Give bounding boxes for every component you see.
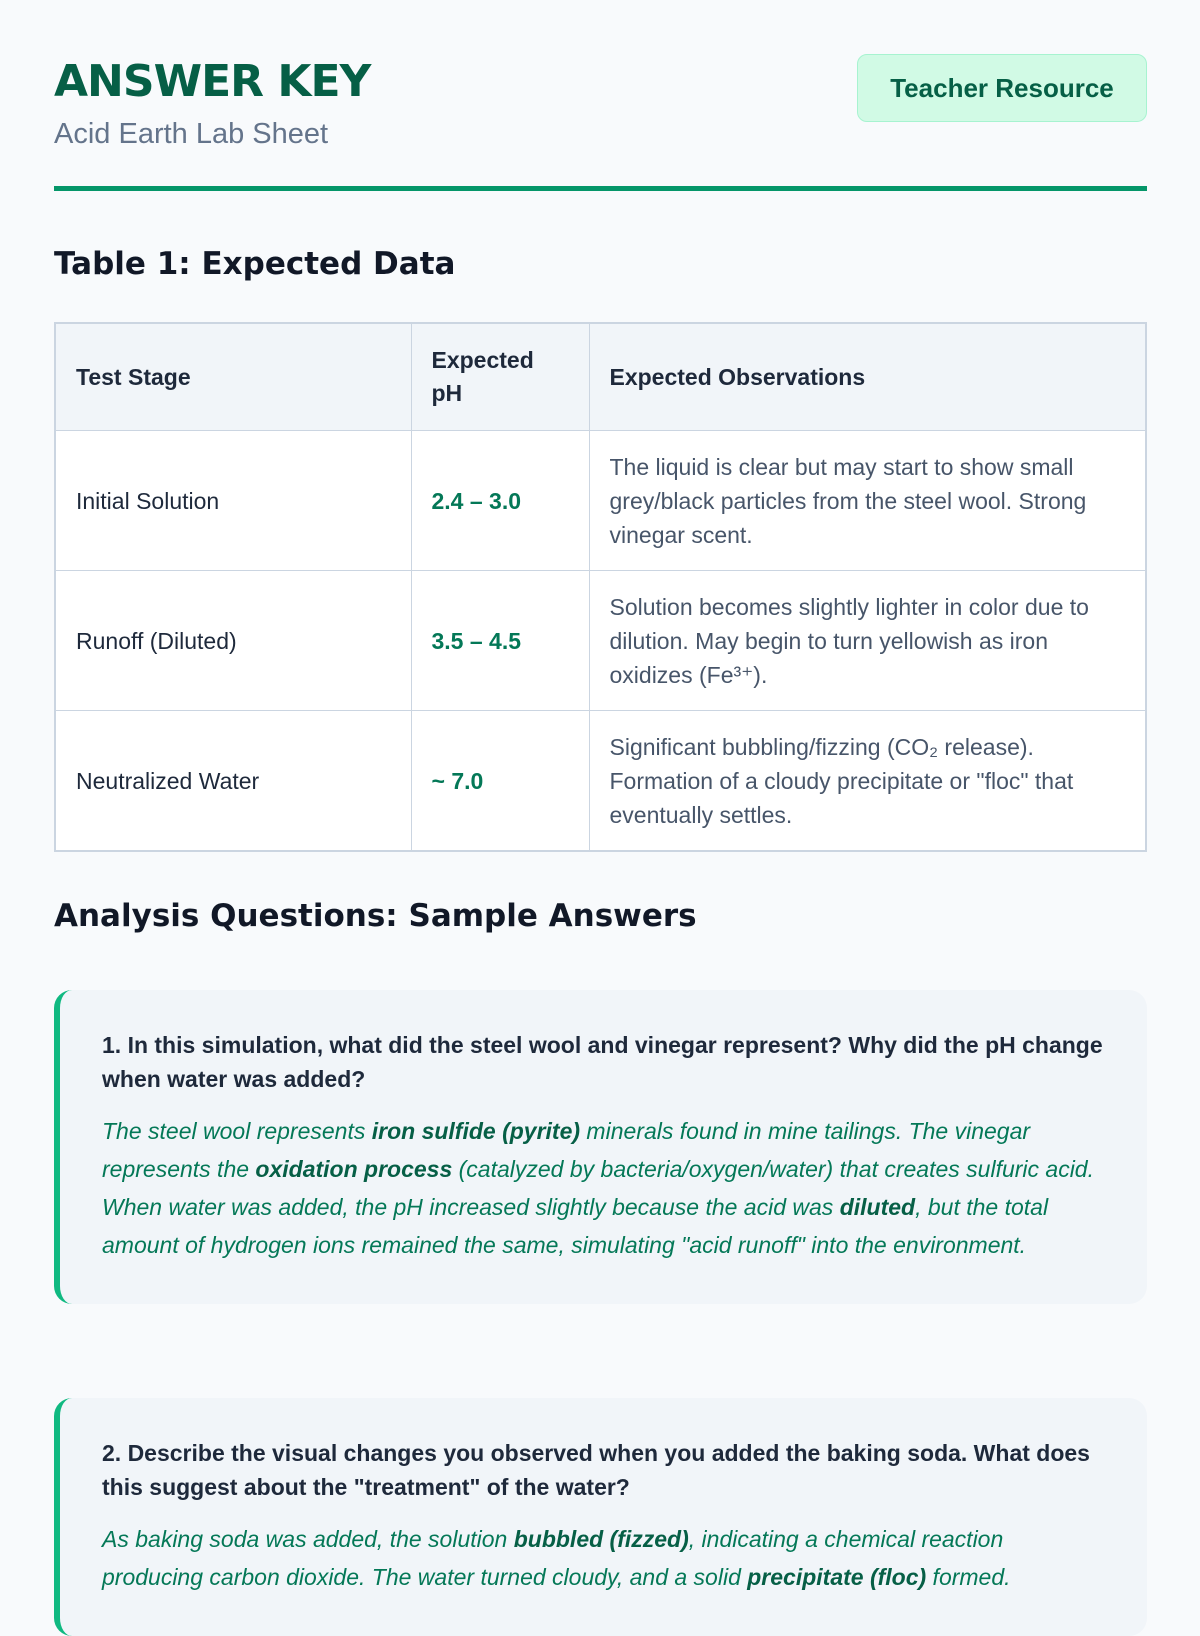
- question-text: 2. Describe the visual changes you observed when you added the baking soda. What does this suggest about the "treatment" of the water?: [102, 1440, 1090, 1500]
- observation-cell: Significant bubbling/fizzing (CO₂ release). Formation of a cloudy precipitate or "floc" that eventually settles.: [589, 711, 1146, 852]
- analysis-question-card-1: [54, 990, 1147, 1304]
- column-header-expected-observations: Expected Observations: [589, 323, 1146, 431]
- analysis-question-card-2: [54, 1398, 1147, 1636]
- page-title: ANSWER KEY: [54, 56, 371, 107]
- column-header-test-stage: Test Stage: [55, 323, 411, 431]
- answer-text: , but the total amount of hydrogen ions remained the same, simulating "acid runoff" into the environment.: [102, 1194, 1049, 1258]
- sample-answer: [102, 1112, 1103, 1264]
- test-stage-cell: Neutralized Water: [55, 711, 411, 852]
- answer-text: minerals found in mine tailings. The vinegar represents the: [102, 1118, 1031, 1182]
- expected-ph-cell: ~ 7.0: [411, 711, 589, 852]
- answer-text: , indicating a chemical reaction producing carbon dioxide. The water turned cloudy, and a solid: [102, 1526, 1004, 1590]
- expected-data-table: [54, 322, 1147, 852]
- table-header-row: [55, 323, 1146, 431]
- test-stage-cell: Runoff (Diluted): [55, 571, 411, 711]
- table-title: Table 1: Expected Data: [54, 246, 456, 282]
- test-stage-cell: Initial Solution: [55, 431, 411, 571]
- page-subtitle: Acid Earth Lab Sheet: [54, 118, 329, 150]
- observation-cell: Solution becomes slightly lighter in color due to dilution. May begin to turn yellowish as iron oxidizes (Fe³⁺).: [589, 571, 1146, 711]
- answer-text: The steel wool represents: [102, 1118, 372, 1144]
- expected-ph-cell: 2.4 – 3.0: [411, 431, 589, 571]
- answer-emphasis: iron sulfide (pyrite): [371, 1118, 581, 1144]
- answer-key-page: [54, 0, 1147, 1590]
- table-row: [55, 711, 1146, 852]
- answer-emphasis: diluted: [839, 1194, 916, 1220]
- expected-ph-cell: 3.5 – 4.5: [411, 571, 589, 711]
- column-header-expected-ph: Expected pH: [411, 323, 589, 431]
- answer-emphasis: bubbled (fizzed): [513, 1526, 689, 1552]
- observation-cell: The liquid is clear but may start to show small grey/black particles from the steel wool. Strong vinegar scent.: [589, 431, 1146, 571]
- answer-text: formed.: [926, 1564, 1011, 1590]
- table-row: [55, 431, 1146, 571]
- answer-text: As baking soda was added, the solution: [102, 1526, 514, 1552]
- header-divider: [54, 186, 1147, 191]
- answer-emphasis: oxidation process: [255, 1156, 453, 1182]
- analysis-section-title: Analysis Questions: Sample Answers: [54, 898, 697, 934]
- answer-emphasis: precipitate (floc): [747, 1564, 927, 1590]
- table-row: [55, 571, 1146, 711]
- answer-text: (catalyzed by bacteria/oxygen/water) that creates sulfuric acid. When water was added, the pH increased slightly because the acid was: [102, 1156, 1094, 1220]
- sample-answer: [102, 1520, 1103, 1596]
- page-header: [54, 0, 1147, 190]
- question-text: 1. In this simulation, what did the steel wool and vinegar represent? Why did the pH change when water was added?: [102, 1032, 1103, 1092]
- teacher-resource-badge: Teacher Resource: [857, 54, 1147, 122]
